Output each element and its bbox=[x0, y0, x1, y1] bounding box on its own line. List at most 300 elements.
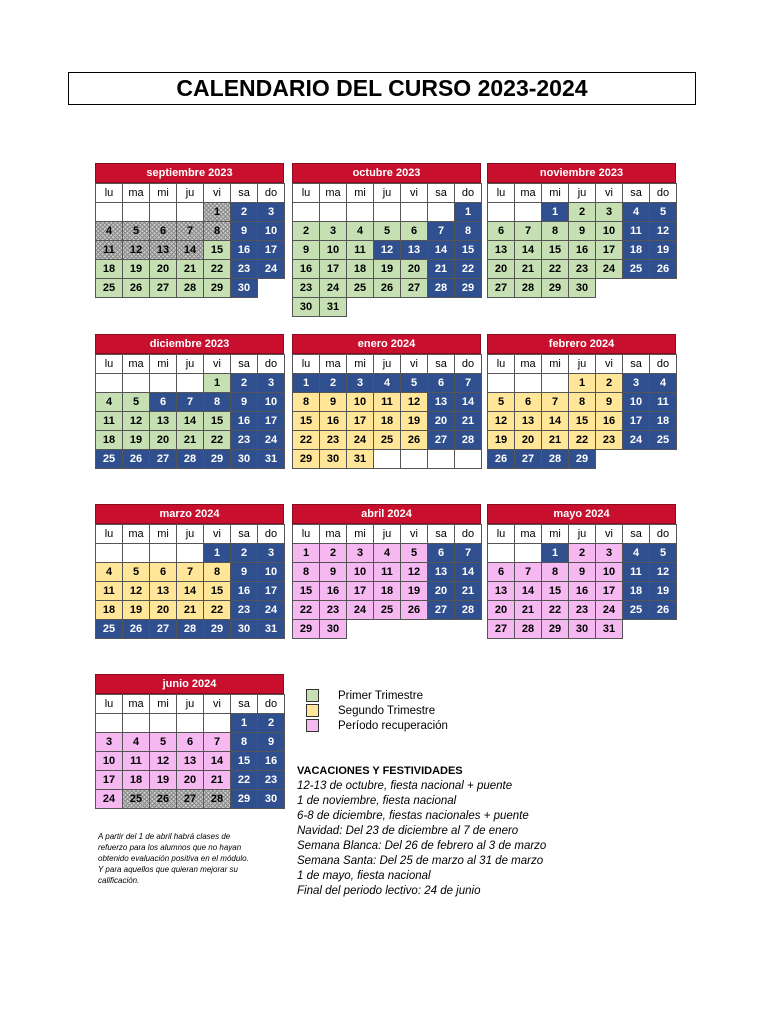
day-cell: 10 bbox=[95, 751, 123, 771]
day-cell: 24 bbox=[319, 278, 347, 298]
day-cell: 25 bbox=[622, 600, 650, 620]
weekday-header: do bbox=[649, 354, 677, 374]
day-cell: 27 bbox=[400, 278, 428, 298]
weekday-header: vi bbox=[400, 524, 428, 544]
weekday-header: sa bbox=[622, 524, 650, 544]
weekday-header: ma bbox=[122, 183, 150, 203]
day-cell: 15 bbox=[541, 240, 569, 260]
day-cell: 2 bbox=[595, 373, 623, 393]
day-cell bbox=[487, 543, 515, 563]
day-cell: 3 bbox=[257, 543, 285, 563]
day-cell: 27 bbox=[149, 619, 177, 639]
day-cell: 26 bbox=[149, 789, 177, 809]
day-cell: 15 bbox=[292, 581, 320, 601]
day-cell: 11 bbox=[649, 392, 677, 412]
day-cell: 6 bbox=[427, 543, 455, 563]
day-cell: 17 bbox=[319, 259, 347, 279]
day-cell: 28 bbox=[427, 278, 455, 298]
day-cell: 5 bbox=[400, 373, 428, 393]
empty-slot bbox=[622, 449, 650, 469]
day-cell: 22 bbox=[454, 259, 482, 279]
month-title: septiembre 2023 bbox=[95, 163, 284, 183]
refuerzo-note bbox=[98, 831, 288, 886]
day-cell: 30 bbox=[319, 449, 347, 469]
day-cell: 6 bbox=[487, 221, 515, 241]
day-cell: 23 bbox=[319, 430, 347, 450]
day-cell: 20 bbox=[149, 430, 177, 450]
empty-slot bbox=[595, 449, 623, 469]
day-cell bbox=[373, 449, 401, 469]
month-calendar bbox=[95, 163, 284, 297]
day-cell: 15 bbox=[230, 751, 258, 771]
day-cell: 30 bbox=[568, 278, 596, 298]
day-cell: 19 bbox=[122, 430, 150, 450]
day-cell: 11 bbox=[122, 751, 150, 771]
day-cell: 22 bbox=[203, 600, 231, 620]
holiday-line: 1 de mayo, fiesta nacional bbox=[297, 870, 431, 882]
day-cell bbox=[427, 449, 455, 469]
month-title: diciembre 2023 bbox=[95, 334, 284, 354]
weekday-header: lu bbox=[95, 183, 123, 203]
weekday-header: lu bbox=[95, 524, 123, 544]
holidays-section bbox=[297, 764, 597, 899]
weekday-header: lu bbox=[487, 183, 515, 203]
day-cell: 11 bbox=[622, 562, 650, 582]
day-cell: 18 bbox=[373, 581, 401, 601]
day-cell: 21 bbox=[541, 430, 569, 450]
weekday-header: vi bbox=[595, 354, 623, 374]
month-title: marzo 2024 bbox=[95, 504, 284, 524]
day-cell bbox=[149, 202, 177, 222]
day-cell: 29 bbox=[541, 278, 569, 298]
weekday-header: lu bbox=[487, 524, 515, 544]
day-cell: 15 bbox=[203, 240, 231, 260]
day-cell: 1 bbox=[203, 543, 231, 563]
day-cell: 21 bbox=[176, 600, 204, 620]
day-cell: 7 bbox=[541, 392, 569, 412]
month-title: octubre 2023 bbox=[292, 163, 481, 183]
day-cell: 28 bbox=[454, 430, 482, 450]
empty-slot bbox=[454, 297, 482, 317]
day-cell: 23 bbox=[230, 430, 258, 450]
day-cell: 20 bbox=[487, 259, 515, 279]
weekday-header: mi bbox=[541, 183, 569, 203]
month-calendar bbox=[487, 163, 676, 297]
day-cell: 16 bbox=[230, 240, 258, 260]
day-cell: 4 bbox=[373, 373, 401, 393]
day-cell: 26 bbox=[400, 600, 428, 620]
day-cell bbox=[95, 202, 123, 222]
day-cell: 10 bbox=[257, 562, 285, 582]
day-cell: 7 bbox=[176, 392, 204, 412]
day-cell: 22 bbox=[568, 430, 596, 450]
day-cell: 24 bbox=[595, 600, 623, 620]
month-calendar bbox=[95, 504, 284, 638]
weekday-header: sa bbox=[427, 183, 455, 203]
month-calendar bbox=[292, 163, 481, 316]
day-cell: 28 bbox=[176, 278, 204, 298]
day-cell: 27 bbox=[487, 619, 515, 639]
day-cell: 26 bbox=[373, 278, 401, 298]
empty-slot bbox=[595, 278, 623, 298]
day-cell: 3 bbox=[595, 202, 623, 222]
day-cell bbox=[541, 373, 569, 393]
day-cell bbox=[176, 202, 204, 222]
day-cell: 26 bbox=[400, 430, 428, 450]
day-cell: 25 bbox=[649, 430, 677, 450]
day-cell: 21 bbox=[514, 259, 542, 279]
day-cell bbox=[373, 202, 401, 222]
day-cell: 19 bbox=[122, 259, 150, 279]
day-cell: 21 bbox=[427, 259, 455, 279]
day-cell: 4 bbox=[622, 543, 650, 563]
day-cell: 26 bbox=[122, 619, 150, 639]
day-cell: 17 bbox=[257, 411, 285, 431]
day-cell: 19 bbox=[122, 600, 150, 620]
day-cell: 30 bbox=[568, 619, 596, 639]
day-cell: 25 bbox=[622, 259, 650, 279]
day-cell: 6 bbox=[487, 562, 515, 582]
weekday-header: vi bbox=[203, 524, 231, 544]
day-cell: 1 bbox=[230, 713, 258, 733]
day-cell: 6 bbox=[149, 221, 177, 241]
day-cell: 11 bbox=[95, 411, 123, 431]
day-cell: 28 bbox=[176, 619, 204, 639]
day-cell: 2 bbox=[568, 543, 596, 563]
holiday-line: Final del periodo lectivo: 24 de junio bbox=[297, 885, 481, 897]
calendar-title-box bbox=[68, 72, 696, 105]
month-title: mayo 2024 bbox=[487, 504, 676, 524]
holiday-line: 6-8 de diciembre, fiestas nacionales + puente bbox=[297, 810, 529, 822]
holiday-line: 1 de noviembre, fiesta nacional bbox=[297, 795, 457, 807]
month-title: enero 2024 bbox=[292, 334, 481, 354]
day-cell bbox=[122, 373, 150, 393]
empty-slot bbox=[649, 278, 677, 298]
day-cell: 2 bbox=[568, 202, 596, 222]
month-grid bbox=[292, 183, 481, 316]
empty-slot bbox=[346, 297, 374, 317]
day-cell: 3 bbox=[346, 373, 374, 393]
day-cell: 3 bbox=[595, 543, 623, 563]
legend-item bbox=[306, 718, 448, 733]
day-cell bbox=[487, 373, 515, 393]
weekday-header: sa bbox=[230, 354, 258, 374]
weekday-header: ma bbox=[122, 694, 150, 714]
day-cell: 23 bbox=[292, 278, 320, 298]
day-cell: 20 bbox=[514, 430, 542, 450]
day-cell: 19 bbox=[649, 240, 677, 260]
day-cell: 2 bbox=[230, 543, 258, 563]
day-cell: 18 bbox=[95, 259, 123, 279]
day-cell: 7 bbox=[203, 732, 231, 752]
day-cell: 25 bbox=[122, 789, 150, 809]
day-cell: 27 bbox=[176, 789, 204, 809]
day-cell: 4 bbox=[373, 543, 401, 563]
day-cell bbox=[122, 713, 150, 733]
day-cell: 23 bbox=[568, 600, 596, 620]
day-cell: 19 bbox=[649, 581, 677, 601]
legend-swatch-segundo bbox=[306, 704, 319, 717]
day-cell: 29 bbox=[292, 449, 320, 469]
weekday-header: mi bbox=[149, 694, 177, 714]
day-cell: 12 bbox=[122, 411, 150, 431]
day-cell: 12 bbox=[400, 392, 428, 412]
weekday-header: ju bbox=[373, 354, 401, 374]
day-cell: 11 bbox=[346, 240, 374, 260]
day-cell: 23 bbox=[230, 259, 258, 279]
day-cell: 7 bbox=[454, 543, 482, 563]
weekday-header: sa bbox=[622, 354, 650, 374]
day-cell: 10 bbox=[257, 392, 285, 412]
day-cell: 14 bbox=[541, 411, 569, 431]
day-cell: 6 bbox=[514, 392, 542, 412]
legend-label: Segundo Trimestre bbox=[338, 704, 436, 717]
weekday-header: vi bbox=[595, 524, 623, 544]
weekday-header: lu bbox=[487, 354, 515, 374]
weekday-header: sa bbox=[427, 354, 455, 374]
day-cell: 12 bbox=[373, 240, 401, 260]
day-cell: 23 bbox=[257, 770, 285, 790]
day-cell: 14 bbox=[454, 392, 482, 412]
weekday-header: mi bbox=[541, 354, 569, 374]
month-title: junio 2024 bbox=[95, 674, 284, 694]
day-cell: 9 bbox=[568, 221, 596, 241]
legend-item bbox=[306, 688, 448, 703]
day-cell: 13 bbox=[427, 392, 455, 412]
day-cell: 9 bbox=[230, 221, 258, 241]
month-calendar bbox=[292, 334, 481, 468]
day-cell: 30 bbox=[230, 278, 258, 298]
day-cell: 29 bbox=[203, 449, 231, 469]
day-cell: 24 bbox=[257, 600, 285, 620]
day-cell: 8 bbox=[292, 392, 320, 412]
day-cell: 6 bbox=[149, 562, 177, 582]
day-cell: 20 bbox=[400, 259, 428, 279]
day-cell: 25 bbox=[373, 430, 401, 450]
note-line: obtenido evaluación positiva en el módulo. bbox=[98, 854, 249, 863]
day-cell: 5 bbox=[649, 202, 677, 222]
day-cell: 3 bbox=[319, 221, 347, 241]
day-cell: 11 bbox=[622, 221, 650, 241]
day-cell: 18 bbox=[649, 411, 677, 431]
day-cell: 13 bbox=[487, 240, 515, 260]
day-cell: 22 bbox=[203, 430, 231, 450]
day-cell: 24 bbox=[346, 600, 374, 620]
legend-swatch-primer bbox=[306, 689, 319, 702]
day-cell bbox=[346, 202, 374, 222]
legend bbox=[306, 688, 448, 733]
weekday-header: vi bbox=[203, 354, 231, 374]
note-line: calificación. bbox=[98, 876, 140, 885]
weekday-header: vi bbox=[203, 694, 231, 714]
day-cell: 25 bbox=[95, 449, 123, 469]
day-cell: 30 bbox=[257, 789, 285, 809]
day-cell bbox=[487, 202, 515, 222]
day-cell: 12 bbox=[649, 562, 677, 582]
day-cell: 16 bbox=[257, 751, 285, 771]
weekday-header: lu bbox=[95, 694, 123, 714]
day-cell: 3 bbox=[257, 373, 285, 393]
day-cell: 2 bbox=[319, 543, 347, 563]
day-cell: 8 bbox=[541, 221, 569, 241]
day-cell bbox=[427, 202, 455, 222]
day-cell bbox=[400, 449, 428, 469]
month-calendar bbox=[487, 504, 676, 638]
weekday-header: do bbox=[649, 183, 677, 203]
day-cell: 5 bbox=[122, 392, 150, 412]
day-cell: 17 bbox=[346, 581, 374, 601]
day-cell: 13 bbox=[427, 562, 455, 582]
day-cell: 13 bbox=[149, 240, 177, 260]
month-grid bbox=[292, 354, 481, 468]
day-cell: 17 bbox=[95, 770, 123, 790]
day-cell: 24 bbox=[595, 259, 623, 279]
day-cell: 6 bbox=[176, 732, 204, 752]
day-cell: 13 bbox=[400, 240, 428, 260]
day-cell: 15 bbox=[454, 240, 482, 260]
weekday-header: ma bbox=[122, 354, 150, 374]
weekday-header: lu bbox=[292, 354, 320, 374]
day-cell bbox=[514, 373, 542, 393]
empty-slot bbox=[622, 619, 650, 639]
weekday-header: ju bbox=[568, 183, 596, 203]
day-cell: 10 bbox=[622, 392, 650, 412]
weekday-header: vi bbox=[400, 183, 428, 203]
empty-slot bbox=[257, 278, 285, 298]
month-calendar bbox=[95, 334, 284, 468]
day-cell: 7 bbox=[514, 562, 542, 582]
day-cell: 5 bbox=[149, 732, 177, 752]
day-cell: 5 bbox=[122, 221, 150, 241]
day-cell: 16 bbox=[595, 411, 623, 431]
day-cell: 14 bbox=[176, 240, 204, 260]
weekday-header: sa bbox=[622, 183, 650, 203]
day-cell: 1 bbox=[292, 543, 320, 563]
day-cell: 22 bbox=[292, 600, 320, 620]
month-calendar bbox=[95, 674, 284, 808]
day-cell: 2 bbox=[230, 202, 258, 222]
day-cell: 29 bbox=[541, 619, 569, 639]
weekday-header: do bbox=[257, 183, 285, 203]
day-cell: 1 bbox=[541, 543, 569, 563]
day-cell: 22 bbox=[292, 430, 320, 450]
day-cell bbox=[122, 202, 150, 222]
day-cell bbox=[319, 202, 347, 222]
day-cell: 15 bbox=[203, 581, 231, 601]
day-cell: 15 bbox=[568, 411, 596, 431]
day-cell: 7 bbox=[176, 562, 204, 582]
day-cell: 9 bbox=[319, 392, 347, 412]
weekday-header: ju bbox=[373, 183, 401, 203]
weekday-header: do bbox=[454, 183, 482, 203]
day-cell: 18 bbox=[95, 600, 123, 620]
day-cell: 26 bbox=[487, 449, 515, 469]
day-cell: 1 bbox=[541, 202, 569, 222]
weekday-header: mi bbox=[149, 524, 177, 544]
empty-slot bbox=[373, 619, 401, 639]
weekday-header: ma bbox=[514, 354, 542, 374]
weekday-header: ju bbox=[568, 354, 596, 374]
day-cell: 5 bbox=[649, 543, 677, 563]
day-cell: 29 bbox=[203, 278, 231, 298]
day-cell: 13 bbox=[514, 411, 542, 431]
day-cell: 6 bbox=[149, 392, 177, 412]
day-cell bbox=[122, 543, 150, 563]
day-cell: 14 bbox=[176, 411, 204, 431]
day-cell: 5 bbox=[400, 543, 428, 563]
day-cell: 30 bbox=[292, 297, 320, 317]
day-cell: 5 bbox=[122, 562, 150, 582]
day-cell: 12 bbox=[649, 221, 677, 241]
day-cell: 17 bbox=[257, 240, 285, 260]
day-cell: 13 bbox=[149, 581, 177, 601]
day-cell: 10 bbox=[595, 221, 623, 241]
weekday-header: mi bbox=[541, 524, 569, 544]
day-cell: 4 bbox=[95, 221, 123, 241]
day-cell: 12 bbox=[149, 751, 177, 771]
day-cell: 10 bbox=[595, 562, 623, 582]
day-cell: 10 bbox=[257, 221, 285, 241]
weekday-header: vi bbox=[400, 354, 428, 374]
day-cell: 20 bbox=[487, 600, 515, 620]
day-cell bbox=[176, 543, 204, 563]
day-cell: 14 bbox=[454, 562, 482, 582]
day-cell: 30 bbox=[230, 619, 258, 639]
day-cell: 3 bbox=[622, 373, 650, 393]
day-cell: 15 bbox=[541, 581, 569, 601]
month-grid bbox=[292, 524, 481, 638]
day-cell: 2 bbox=[319, 373, 347, 393]
holiday-line: 12-13 de octubre, fiesta nacional + puente bbox=[297, 780, 513, 792]
day-cell: 26 bbox=[122, 278, 150, 298]
weekday-header: ju bbox=[176, 524, 204, 544]
holiday-line: Semana Santa: Del 25 de marzo al 31 de marzo bbox=[297, 855, 544, 867]
day-cell: 1 bbox=[568, 373, 596, 393]
day-cell: 17 bbox=[257, 581, 285, 601]
day-cell: 1 bbox=[454, 202, 482, 222]
month-grid bbox=[95, 694, 284, 808]
day-cell: 23 bbox=[568, 259, 596, 279]
day-cell: 16 bbox=[319, 581, 347, 601]
weekday-header: ma bbox=[319, 524, 347, 544]
day-cell: 27 bbox=[149, 449, 177, 469]
day-cell: 23 bbox=[230, 600, 258, 620]
day-cell: 8 bbox=[203, 392, 231, 412]
day-cell: 16 bbox=[230, 411, 258, 431]
day-cell: 14 bbox=[514, 240, 542, 260]
day-cell: 16 bbox=[319, 411, 347, 431]
weekday-header: do bbox=[454, 354, 482, 374]
day-cell: 9 bbox=[230, 392, 258, 412]
day-cell: 26 bbox=[649, 259, 677, 279]
day-cell: 4 bbox=[649, 373, 677, 393]
day-cell: 22 bbox=[203, 259, 231, 279]
day-cell: 31 bbox=[595, 619, 623, 639]
day-cell: 11 bbox=[373, 392, 401, 412]
weekday-header: vi bbox=[595, 183, 623, 203]
day-cell: 8 bbox=[203, 221, 231, 241]
day-cell: 9 bbox=[292, 240, 320, 260]
day-cell: 11 bbox=[95, 581, 123, 601]
month-calendar bbox=[292, 504, 481, 638]
legend-label: Primer Trimestre bbox=[338, 689, 423, 702]
weekday-header: ma bbox=[319, 183, 347, 203]
weekday-header: lu bbox=[292, 524, 320, 544]
day-cell: 5 bbox=[373, 221, 401, 241]
day-cell: 8 bbox=[203, 562, 231, 582]
day-cell: 31 bbox=[257, 619, 285, 639]
day-cell bbox=[454, 449, 482, 469]
